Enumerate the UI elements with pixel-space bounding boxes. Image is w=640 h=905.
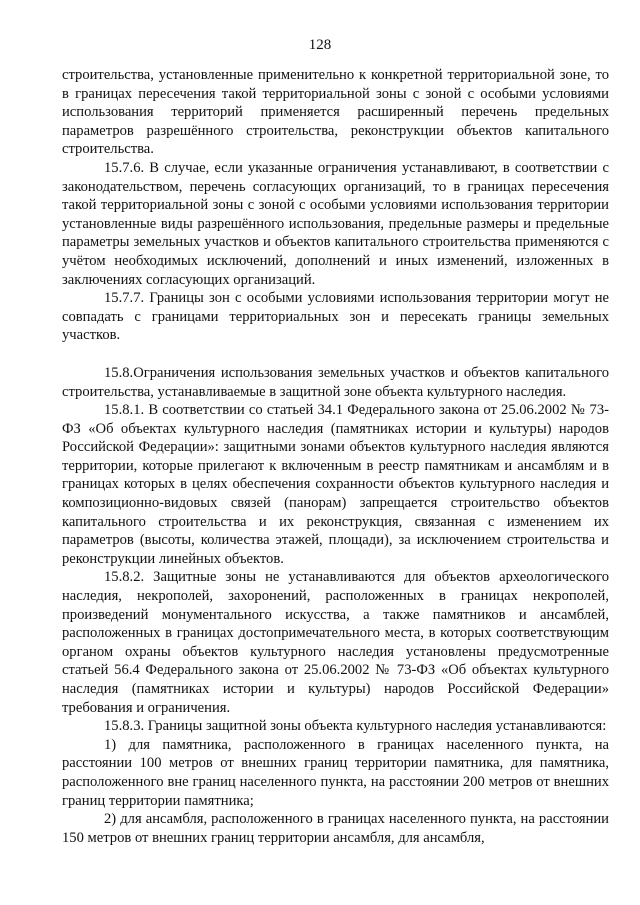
paragraph-15-7-6: 15.7.6. В случае, если указанные ограничения устанавливают, в соответствии с законодательством, перечень согласующих организаций, то в границах пересечения такой территориальной зоны с зоной с особыми условиями использования территории установленные виды разрешённого использования, предельные размеры и предельные параметры земельных участков и объектов капитального строительства применяются с учётом необходимых исключений, дополнений и иных изменений, изложенных в заключениях согласующих организаций.: [62, 159, 609, 288]
document-body: [62, 66, 609, 847]
page-number: 128: [308, 37, 332, 53]
paragraph-15-7-7: 15.7.7. Границы зон с особыми условиями использования территории могут не совпадать с границами территориальных зон и пересекать границы земельных участков.: [62, 290, 609, 344]
paragraph-15-8-1: 15.8.1. В соответствии со статьей 34.1 Федерального закона от 25.06.2002 № 73-ФЗ «Об объектах культурного наследия (памятниках истории и культуры) народов Российской Федерации»: защитными зонами объектов культурного наследия являются территории, которые прилегают к включенным в реестр памятникам и ансамблям и в границах которых в целях обеспечения сохранности объектов культурного наследия и композиционно-видовых связей (панорам) запрещается строительство объектов капитального строительства и их реконструкция, связанная с изменением их параметров (высоты, количества этажей, площади), за исключением строительства и реконструкции линейных объектов.: [62, 402, 609, 567]
list-item-2: 2) для ансамбля, расположенного в границах населенного пункта, на расстоянии 150 метров от внешних границ территории ансамбля, для ансамбля,: [62, 811, 609, 846]
section-heading-15-8: 15.8.Ограничения использования земельных участков и объектов капитального строительства, устанавливаемые в защитной зоне объекта культурного наследия.: [62, 364, 609, 400]
list-item-1: 1) для памятника, расположенного в границах населенного пункта, на расстоянии 100 метров от внешних границ территории памятника, для памятника, расположенного вне границ населенного пункта, на расстоянии 200 метров от внешних границ территории памятника;: [62, 736, 609, 809]
paragraph-15-8-2: 15.8.2. Защитные зоны не устанавливаются для объектов археологического наследия, некрополей, захоронений, расположенных в границах некрополей, произведений монументального искусства, а также памятников и ансамблей, расположенных в границах достопримечательного места, в которых соответствующим органом охраны объектов культурного наследия установлены предусмотренные статьей 56.4 Федерального закона от 25.06.2002 № 73-ФЗ «Об объектах культурного наследия (памятниках истории и культуры) народов Российской Федерации» требования и ограничения.: [62, 569, 609, 716]
paragraph-15-8-3: 15.8.3. Границы защитной зоны объекта культурного наследия устанавливаются:: [104, 718, 607, 735]
paragraph-continuation: строительства, установленные применительно к конкретной территориальной зоне, то в границах пересечения такой территориальной зоны с зоной с особыми условиями использования территорий применяется расширенный перечень предельных параметров разрешённого строительства, реконструкции объектов капитального строительства.: [62, 67, 609, 158]
